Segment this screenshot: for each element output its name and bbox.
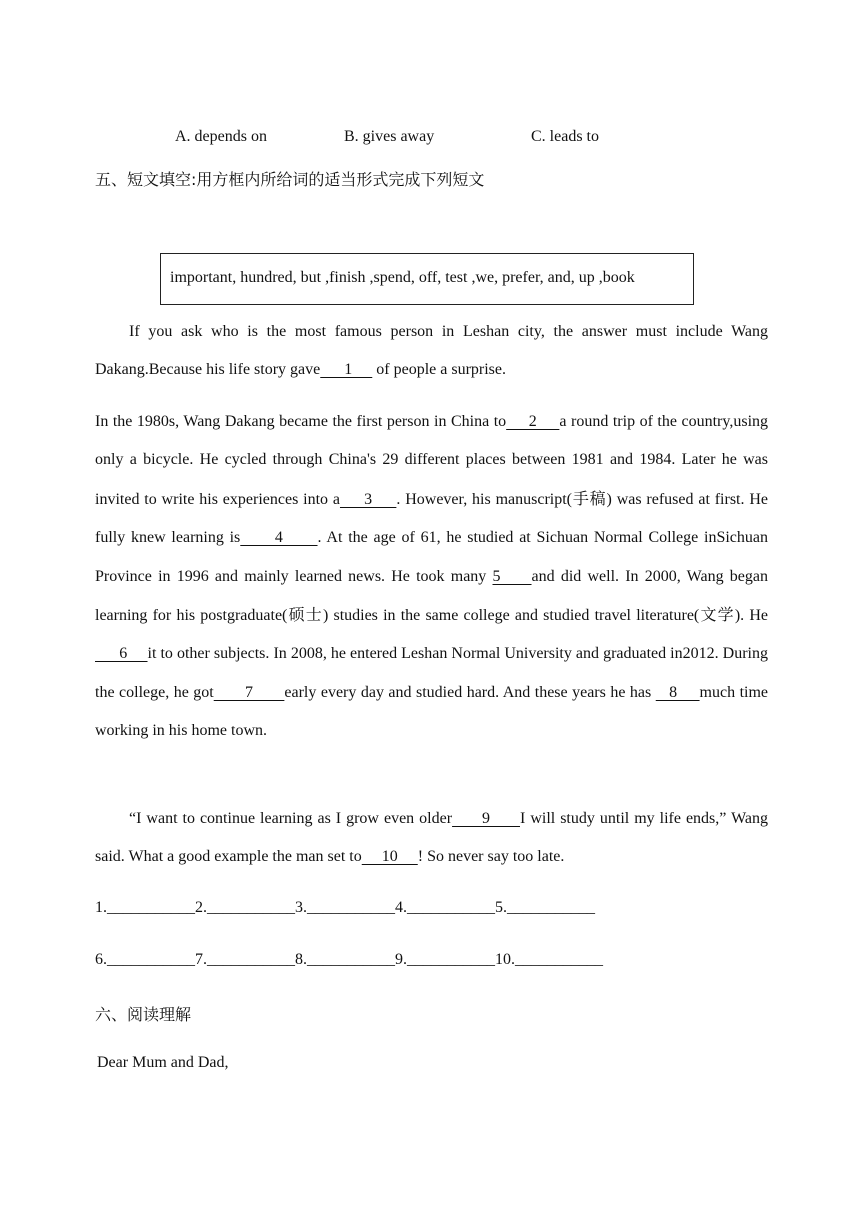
text: ! So never say too late. — [417, 848, 565, 866]
option-c: C. leads to — [531, 128, 599, 145]
word-box — [160, 253, 694, 305]
text: and did well. In 2000, Wang began learning for his postgraduate( — [95, 567, 768, 625]
paragraph-2 — [95, 403, 768, 751]
blank-9[interactable]: 9 — [452, 810, 520, 827]
text: . However, his manuscript( — [396, 490, 572, 508]
blank-5[interactable]: 5 — [492, 567, 532, 585]
text: of people a surprise. — [372, 361, 506, 379]
word-box-text: important, hundred, but ,finish ,spend, off, test ,we, prefer, and, up ,book — [170, 269, 635, 286]
text: a round trip of the country,using only a bicycle. He cycled through China's 29 different places between 1981 and 1984. Later he was invited to write his experiences into a — [95, 413, 769, 508]
blank-8[interactable]: 8 — [655, 683, 700, 701]
cjk-gloss: 硕士 — [287, 605, 323, 625]
text: early every day and studied hard. And these years he has — [284, 683, 656, 701]
text: In the 1980s, Wang Dakang became the first person in China to — [95, 413, 507, 430]
paragraph-1 — [95, 313, 768, 390]
letter-greeting: Dear Mum and Dad, — [97, 1054, 229, 1071]
paragraph-3 — [95, 800, 768, 877]
text: “I want to continue learning as I grow even older — [129, 810, 453, 827]
text: . At the age of 61, he studied at Sichuan Normal College inSichuan Province in 1996 and mainly learned news. He took many — [95, 529, 769, 585]
blank-1[interactable]: 1 — [320, 361, 373, 379]
blank-7[interactable]: 7 — [213, 683, 285, 701]
text: ) studies in the same college and studied travel literature( — [322, 607, 700, 625]
text: ). He — [734, 607, 768, 625]
cjk-gloss: 手稿 — [572, 488, 607, 508]
blank-6[interactable]: 6 — [95, 645, 148, 663]
text: I will study until my life ends,” Wang said. What a good example the man set to — [95, 810, 769, 866]
text: it to other subjects. In 2008, he entered Leshan Normal University and graduated in2012. During the college, he got — [95, 645, 769, 701]
option-a: A. depends on — [175, 128, 267, 145]
option-b: B. gives away — [344, 128, 435, 145]
blank-2[interactable]: 2 — [506, 413, 560, 430]
cjk-gloss: 文学 — [699, 605, 735, 625]
section-5-heading: 五、短文填空:用方框内所给词的适当形式完成下列短文 — [95, 170, 485, 189]
section-6-heading: 六、阅读理解 — [95, 1005, 192, 1024]
text: If you ask who is the most famous person in Leshan city, the answer must include Wang Dakang.Because his life story gave — [95, 323, 768, 379]
answer-row-1[interactable]: 1.___________2.___________3.___________4.___________5.___________ — [95, 899, 595, 916]
blank-3[interactable]: 3 — [339, 490, 397, 508]
blank-10[interactable]: 10 — [361, 848, 418, 866]
blank-4[interactable]: 4 — [240, 529, 318, 547]
answer-row-2[interactable]: 6.___________7.___________8.___________9.___________10.___________ — [95, 951, 603, 968]
text: ) was refused at first. He fully knew learning is — [95, 490, 769, 547]
text: much time working in his home town. — [95, 683, 769, 740]
